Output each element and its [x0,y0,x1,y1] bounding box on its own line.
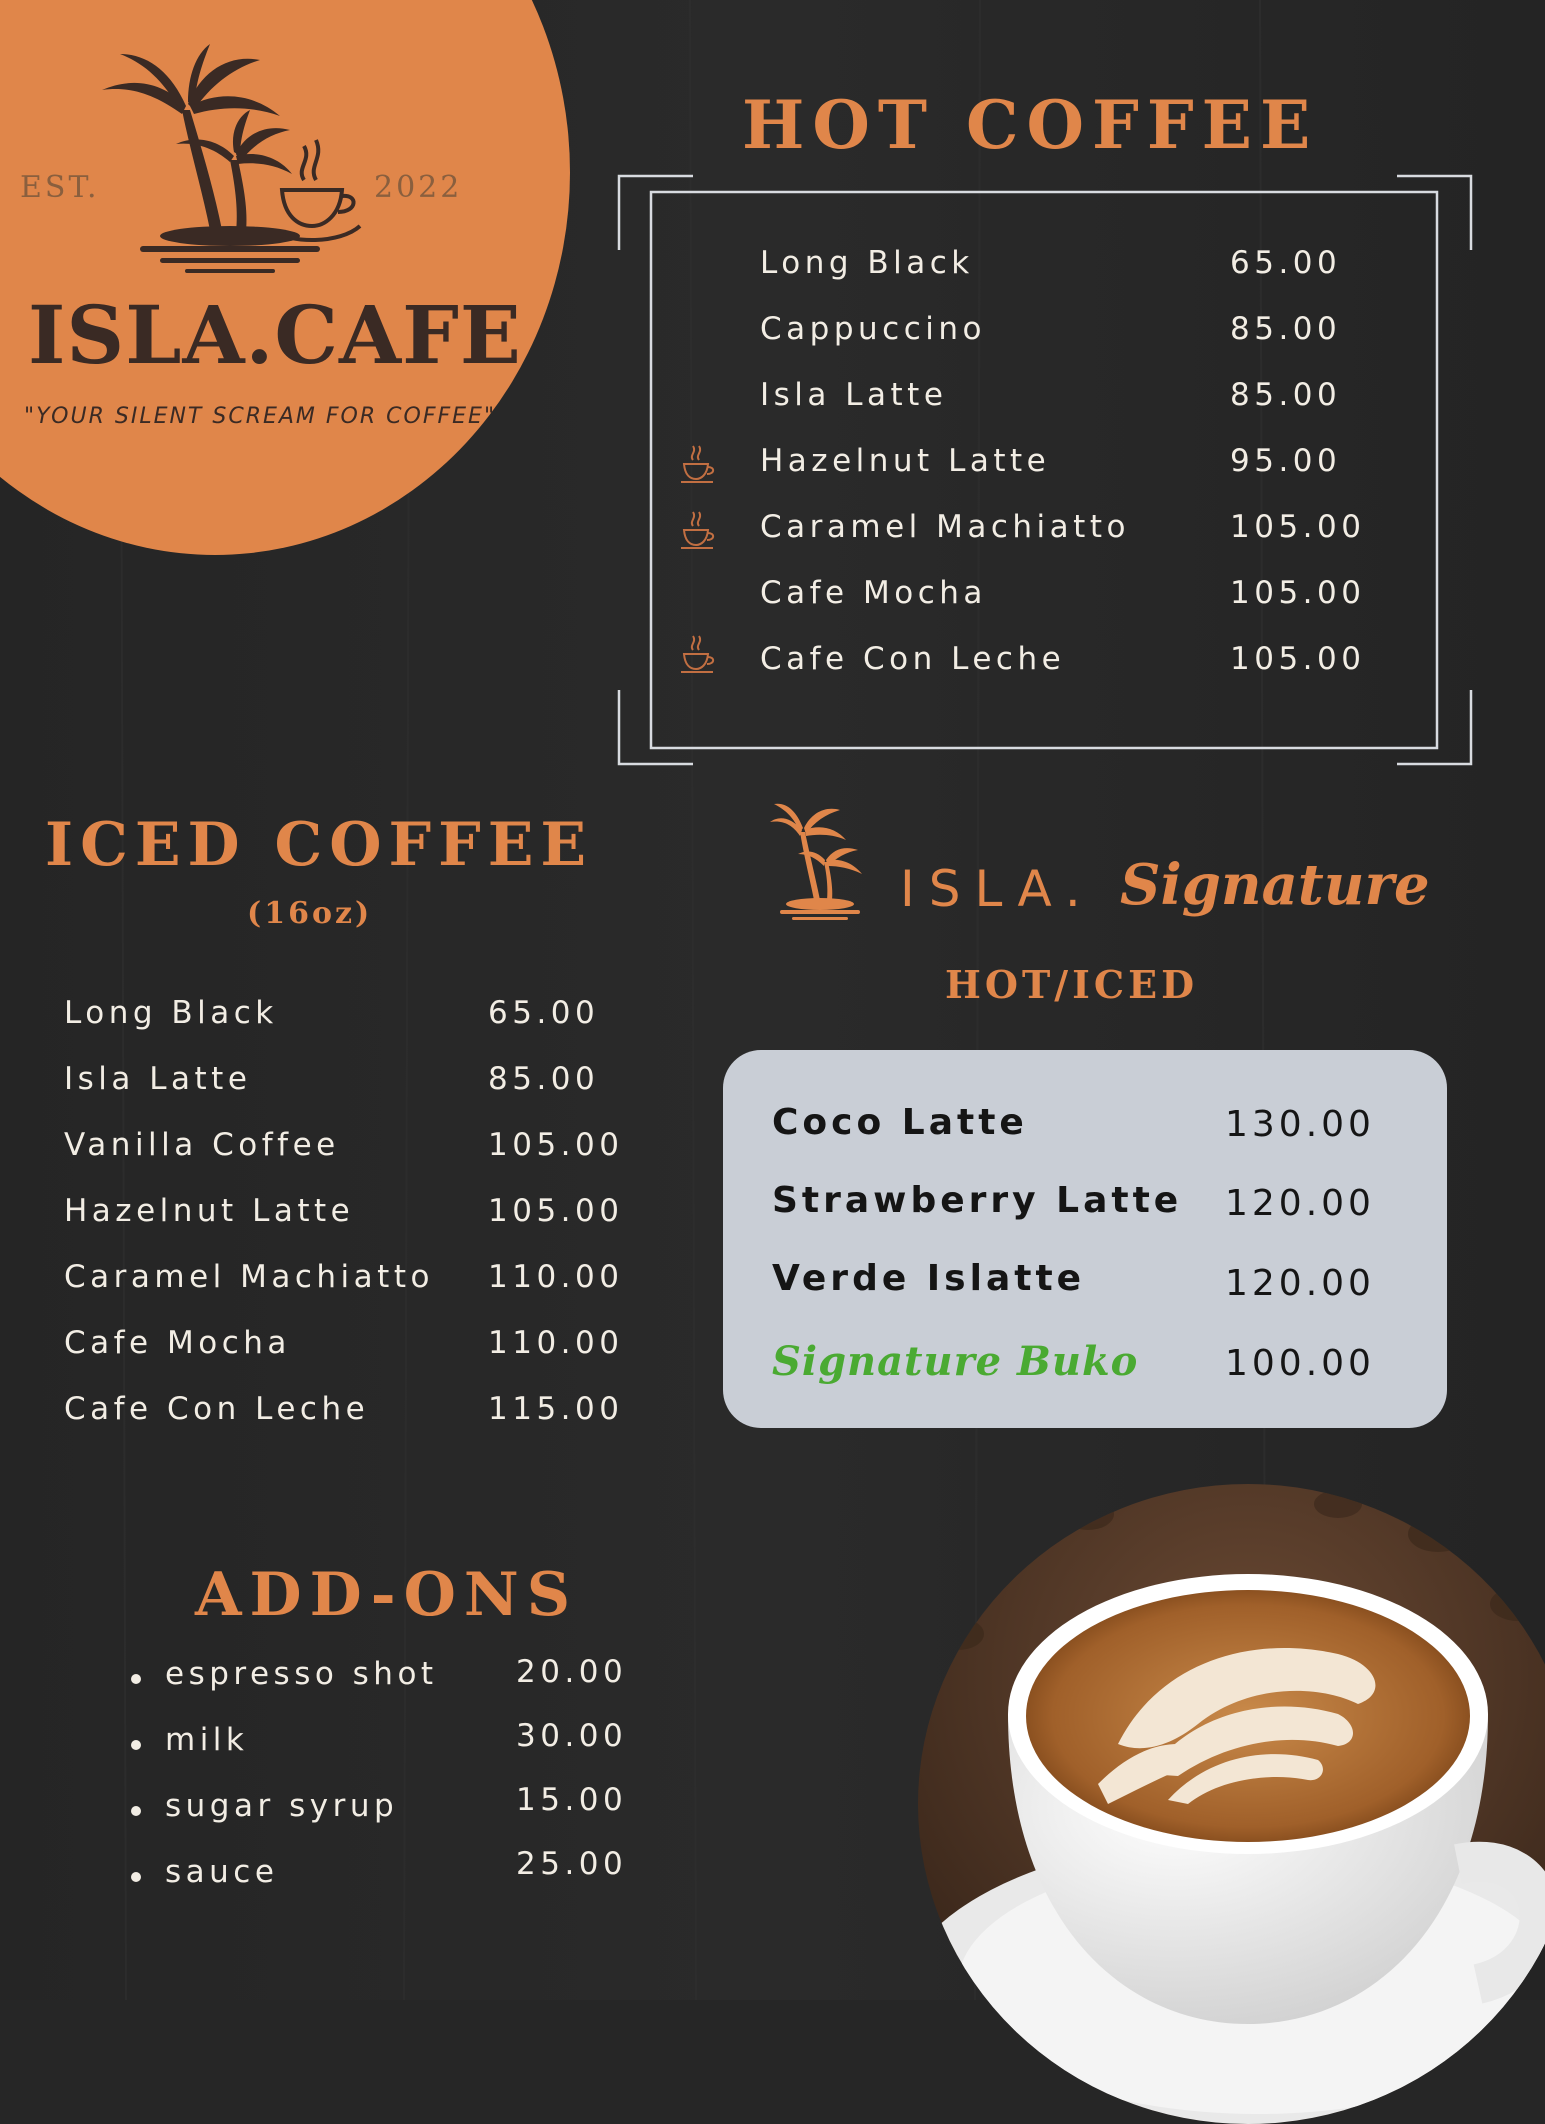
hot-item-name: Cappuccino [760,311,986,347]
iced-item-price: 110.00 [488,1325,624,1361]
hot-item-price: 105.00 [1230,575,1366,611]
signature-item-price: 130.00 [1225,1104,1375,1145]
bullet-icon [131,1674,141,1684]
iced-item-price: 110.00 [488,1259,624,1295]
iced-item-name: Cafe Mocha [64,1325,291,1361]
est-year: 2022 [374,170,463,205]
addon-item-price: 30.00 [516,1718,628,1754]
iced-item-name: Caramel Machiatto [64,1259,434,1295]
signature-title-script: Signature [1120,852,1430,918]
palm-island-icon [770,796,870,922]
bullet-icon [131,1872,141,1882]
hot-item-name: Caramel Machiatto [760,509,1130,545]
signature-item-price: 120.00 [1225,1183,1375,1224]
signature-item-name: Verde Islatte [772,1258,1086,1299]
coffee-cup-icon [676,632,720,676]
coffee-cup-icon [676,508,720,552]
hot-coffee-title: HOT COFFEE [742,86,1319,164]
iced-item-price: 105.00 [488,1127,624,1163]
addon-item-name: milk [165,1722,249,1758]
hot-item-price: 85.00 [1230,377,1342,413]
add-ons-title: ADD-ONS [195,1560,579,1630]
iced-item-price: 65.00 [488,995,600,1031]
brand-tagline: "YOUR SILENT SCREAM FOR COFFEE" [24,404,497,429]
addon-item-price: 20.00 [516,1654,628,1690]
iced-item-name: Isla Latte [64,1061,252,1097]
hot-item-price: 105.00 [1230,509,1366,545]
signature-subtitle: HOT/ICED [945,962,1199,1007]
iced-item-price: 115.00 [488,1391,624,1427]
signature-item-price: 100.00 [1225,1343,1375,1384]
iced-coffee-subtitle: (16oz) [247,896,373,931]
hot-item-price: 65.00 [1230,245,1342,281]
addon-item-price: 25.00 [516,1846,628,1882]
bullet-icon [131,1740,141,1750]
hot-item-price: 95.00 [1230,443,1342,479]
coffee-cup-icon [676,442,720,486]
signature-item-price: 120.00 [1225,1263,1375,1304]
iced-item-price: 105.00 [488,1193,624,1229]
hot-item-price: 105.00 [1230,641,1366,677]
hot-item-name: Hazelnut Latte [760,443,1051,479]
signature-title-prefix: ISLA. [900,860,1095,918]
iced-item-name: Cafe Con Leche [64,1391,370,1427]
hot-item-name: Long Black [760,245,974,281]
hot-item-name: Isla Latte [760,377,948,413]
latte-photo [918,1484,1545,2124]
addon-item-name: sauce [165,1854,279,1890]
addon-item-price: 15.00 [516,1782,628,1818]
iced-item-name: Hazelnut Latte [64,1193,355,1229]
signature-item-name: Strawberry Latte [772,1180,1183,1221]
iced-item-name: Long Black [64,995,278,1031]
bullet-icon [131,1806,141,1816]
est-label: EST. [20,170,100,205]
addon-item-name: espresso shot [165,1656,438,1692]
iced-coffee-title: ICED COFFEE [45,810,594,880]
palm-island-logo-icon [90,40,400,280]
signature-item-name-special: Signature Buko [772,1338,1139,1385]
addon-item-name: sugar syrup [165,1788,399,1824]
iced-item-price: 85.00 [488,1061,600,1097]
signature-item-name: Coco Latte [772,1102,1028,1143]
brand-name: ISLA.CAFE [28,288,522,382]
hot-item-name: Cafe Con Leche [760,641,1066,677]
hot-item-price: 85.00 [1230,311,1342,347]
hot-item-name: Cafe Mocha [760,575,987,611]
iced-item-name: Vanilla Coffee [64,1127,340,1163]
